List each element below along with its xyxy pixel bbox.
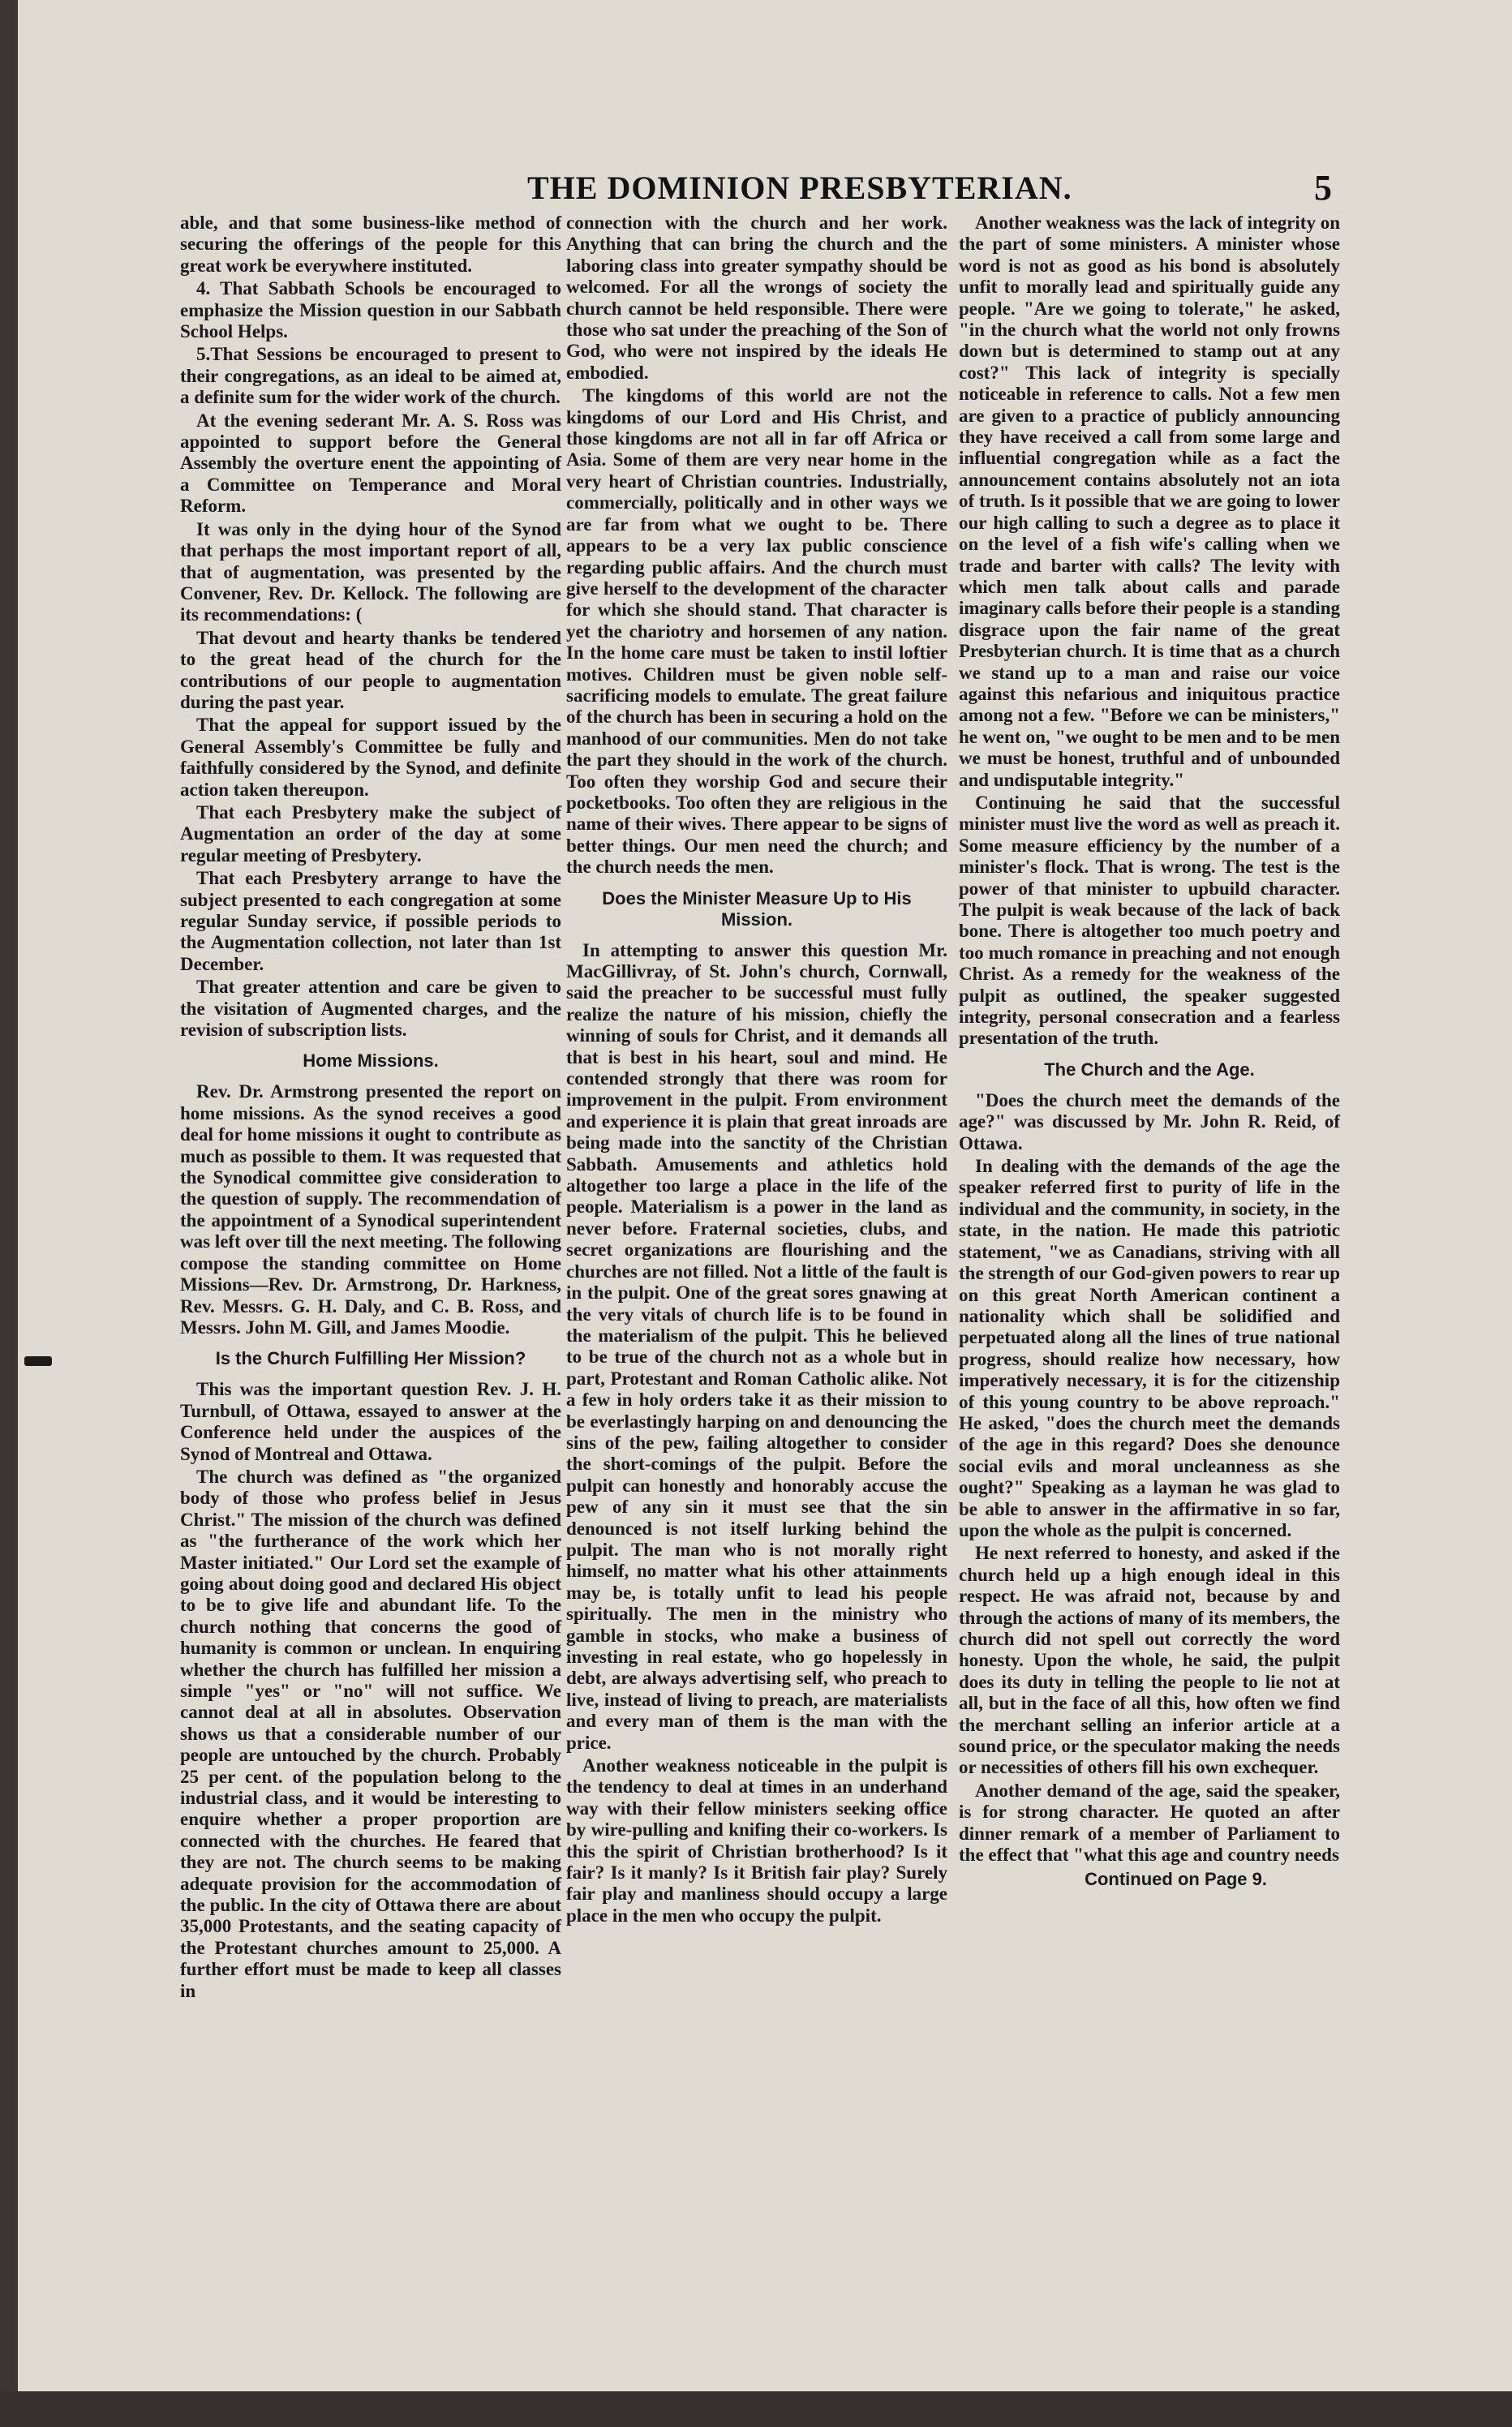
paragraph: In dealing with the demands of the age the speaker referred first to purity of life in the individual and the community, in society, in the state, in the nation. He made this patriotic statement, "we as Canadians, striving with all the strength of our God-given powers to rear up on this great North American continent a nationality which shall be solidified and perpetuated along all the lines of true national progress, should realize how necessary, how imperatively necessary, it is for the citizenship of this young country to be above reproach." He asked, "does the church meet the demands of the age in this regard? Does she denounce social evils and moral uncleanness as she ought?" Speaking as a layman he was glad to be able to answer in the affirmative in so far, upon the whole as the pulpit is concerned.: [959, 1156, 1340, 1540]
paragraph: In attempting to answer this question Mr. MacGillivray, of St. John's church, Cornwall, said the preacher to be successful must fully realize the nature of his mission, chiefly the winning of souls for Christ, and it demands all that is best in his heart, soul and mind. He contended strongly that there was room for improvement in the pulpit. From environment and experience it is plain that great inroads are being made into the sanctity of the Christian Sabbath. Amusements and athletics hold altogether too large a place in the life of the people. Materialism is a power in the land as never before. Fraternal societies, clubs, and secret organizations are flourishing and the churches are not filled. Not a little of the fault is in the pulpit. One of the great sores gnawing at the very vitals of church life is to be found in the materialism of the pulpit. This he believed to be true of the church not as a whole but in part, Protestant and Roman Catholic alike. Not a few in holy orders take it as their mission to be everlastingly harping on and denouncing the sins of the pew, failing altogether to consider the short-comings of the pulpit. Before the pulpit can honestly and honorably accuse the pew of any sin it must see that the sin denounced is not itself lurking behind the pulpit. The man who is not morally right himself, no matter what his other attainments may be, is totally unfit to lead his people spiritually. The men in the ministry who gamble in stocks, who make a business of investing in real estate, who go hopelessly in debt, are always advertising self, who preach to live, instead of living to preach, are materialists and every man of them is the man with the price.: [566, 939, 947, 1753]
paragraph: That devout and hearty thanks be tendered to the great head of the church for the contributions of our people to augmentation during the past year.: [180, 627, 561, 712]
section-heading: Does the Minister Measure Up to His Mission.: [602, 887, 912, 930]
paragraph: Rev. Dr. Armstrong presented the report on home missions. As the synod receives a good deal for home missions it ought to contribute as much as possible to them. It was requested that the Synodical committee give consideration to the question of supply. The recommendation of the appointment of a Synodical superintendent was left over till the next meeting. The following compose the standing committee on Home Missions—Rev. Dr. Armstrong, Dr. Harkness, Rev. Messrs. G. H. Daly, and C. B. Ross, and Messrs. John M. Gill, and James Moodie.: [180, 1081, 561, 1338]
paragraph: That each Presbytery arrange to have the subject presented to each congregation at some regular Sunday service, if possible periods to the Augmentation collection, not later than 1st December.: [180, 868, 561, 974]
paragraph: The kingdoms of this world are not the kingdoms of our Lord and His Christ, and those kingdoms are not all in far off Africa or Asia. Some of them are very near home in the very heart of Christian countries. Industrially, commercially, politically and in other ways we are far from what we ought to be. There appears to be a very lax public conscience regarding public affairs. And the church must give herself to the development of the character for which she should stand. That character is yet the chariotry and horsemen of any nation. In the home care must be taken to instil loftier motives. Children must be given noble self-sacrificing models to emulate. The great failure of the church has been in securing a hold on the manhood of our communities. Men do not take the part they should in the work of the church. Too often they worship God and secure their pocketbooks. Too often they are religious in the name of their wives. There appear to be signs of better things. Our men need the church; and the church needs the men.: [566, 385, 947, 878]
paragraph: 4. That Sabbath Schools be encouraged to emphasize the Mission question in our Sabbath School Helps.: [180, 278, 561, 342]
paragraph: able, and that some business-like method of securing the offerings of the people for this great work be everywhere instituted.: [180, 213, 561, 276]
section-heading: Home Missions.: [303, 1050, 439, 1072]
paragraph: The church was defined as "the organized body of those who profess belief in Jesus Christ." The mission of the church was defined as "the furtherance of the work which her Master initiated." Our Lord set the example of going about doing good and declared His object to be to give life and abundant life. To the church nothing that concerns the good of humanity is common or unclean. In enquiring whether the church has fulfilled her mission a simple "yes" or "no" will not suffice. We cannot deal at all in absolutes. Observation shows us that a considerable number of our people are untouched by the church. Probably 25 per cent. of the population belong to the industrial class, and it would be interesting to enquire whether a proper proportion are connected with the churches. He feared that they are not. The church seems to be making adequate provision for the accommodation of the public. In the city of Ottawa there are about 35,000 Protestants, and the seating capacity of the Protestant churches amount to 25,000. A further effort must be made to keep all classes in: [180, 1466, 561, 2001]
page-number: 5: [1314, 168, 1332, 208]
paragraph: Continuing he said that the successful minister must live the word as well as preach it. Some measure efficiency by the number of a minister's flock. That is wrong. The test is the power of that minister to upbuild character. The pulpit is weak because of the lack of back bone. There is altogether too much poetry and too much romance in preaching and not enough Christ. As a remedy for the weakness of the pulpit as outlined, the speaker suggested integrity, personal consecration and a fearless presentation of the truth.: [959, 792, 1340, 1049]
paragraph: He next referred to honesty, and asked if the church held up a high enough ideal in this respect. He was afraid not, because by and through the actions of many of its members, the church did not spell out correctly the word honesty. Upon the whole, he said, the pulpit does its duty in telling the people to lie not at all, but in the face of all this, how often we find the merchant selling an inferior article at a sound price, or the speculator making the needs or necessities of others fill his own exchequer.: [959, 1543, 1340, 1778]
scan-bottom-edge: [0, 2391, 1512, 2427]
paragraph: Another weakness was the lack of integrity on the part of some ministers. A minister whose word is not as good as his bond is absolutely unfit to morally lead and spiritually guide any people. "Are we going to tolerate," he asked, "in the church what the world not only frowns down but is determined to stamp out at any cost?" This lack of integrity is specially noticeable in reference to calls. Not a few men are given to a practice of publicly announcing they have received a call from some large and influential congregation while as a fact the announcement contains absolutely not an iota of truth. Is it possible that we are going to lower our high calling to such a degree as to place it on the level of a fish wife's calling when we trade and barter with calls? The levity with which men talk about calls and parade imaginary calls before their people is a standing disgrace upon the fair name of the great Presbyterian church. It is time that as a church we stand up to a man and raise our voice against this nefarious and iniquitous practice among not a few. "Before we can be ministers," he went on, "we ought to be men and to be men we must be honest, truthful and of unbounded and undisputable integrity.": [959, 213, 1340, 790]
column-2: [566, 213, 947, 1928]
paragraph: 5.That Sessions be encouraged to present to their congregations, as an ideal to be aimed at, a definite sum for the wider work of the church.: [180, 344, 561, 408]
paragraph: It was only in the dying hour of the Synod that perhaps the most important report of all, that of augmentation, was presented by the Convener, Rev. Dr. Kellock. The following are its recommendations: (: [180, 518, 561, 625]
paragraph: At the evening sederant Mr. A. S. Ross was appointed to support before the General Assembly the overture enent the appointing of a Committee on Temperance and Moral Reform.: [180, 410, 561, 517]
column-1: [180, 213, 561, 2004]
continued-notice: Continued on Page 9.: [1085, 1869, 1267, 1890]
column-3: [959, 213, 1340, 1900]
paragraph: "Does the church meet the demands of the age?" was discussed by Mr. John R. Reid, of Ottawa.: [959, 1089, 1340, 1153]
paragraph: Another demand of the age, said the speaker, is for strong character. He quoted an after dinner remark of a member of Parliament to the effect that "what this age and country needs: [959, 1780, 1340, 1866]
paragraph: Another weakness noticeable in the pulpit is the tendency to deal at times in an underhand way with their fellow ministers seeking office by wire-pulling and knifing their co-workers. Is this the spirit of Christian brotherhood? Is it fair? Is it manly? Is it British fair play? Surely fair play and manliness should occupy a large place in the men who occupy the pulpit.: [566, 1755, 947, 1926]
paragraph: That each Presbytery make the subject of Augmentation an order of the day at some regular meeting of Presbytery.: [180, 801, 561, 866]
ink-speck: [24, 1356, 52, 1366]
section-heading: Is the Church Fulfilling Her Mission?: [215, 1348, 526, 1369]
paragraph: connection with the church and her work. Anything that can bring the church and the laboring class into greater sympathy should be welcomed. For all the wrongs of society the church cannot be held responsible. There were those who sat under the preaching of the Son of God, who were not inspired by the ideals He embodied.: [566, 213, 947, 383]
section-heading: The Church and the Age.: [1044, 1059, 1255, 1080]
paragraph: That greater attention and care be given to the visitation of Augmented charges, and the revision of subscription lists.: [180, 977, 561, 1041]
scan-left-edge: [0, 0, 18, 2427]
publication-title: THE DOMINION PRESBYTERIAN.: [527, 170, 1072, 206]
paragraph: That the appeal for support issued by the General Assembly's Committee be fully and faithfully considered by the Synod, and definite action taken thereupon.: [180, 715, 561, 800]
paragraph: This was the important question Rev. J. H. Turnbull, of Ottawa, essayed to answer at the Conference held under the auspices of the Synod of Montreal and Ottawa.: [180, 1379, 561, 1464]
masthead: [0, 169, 1512, 217]
